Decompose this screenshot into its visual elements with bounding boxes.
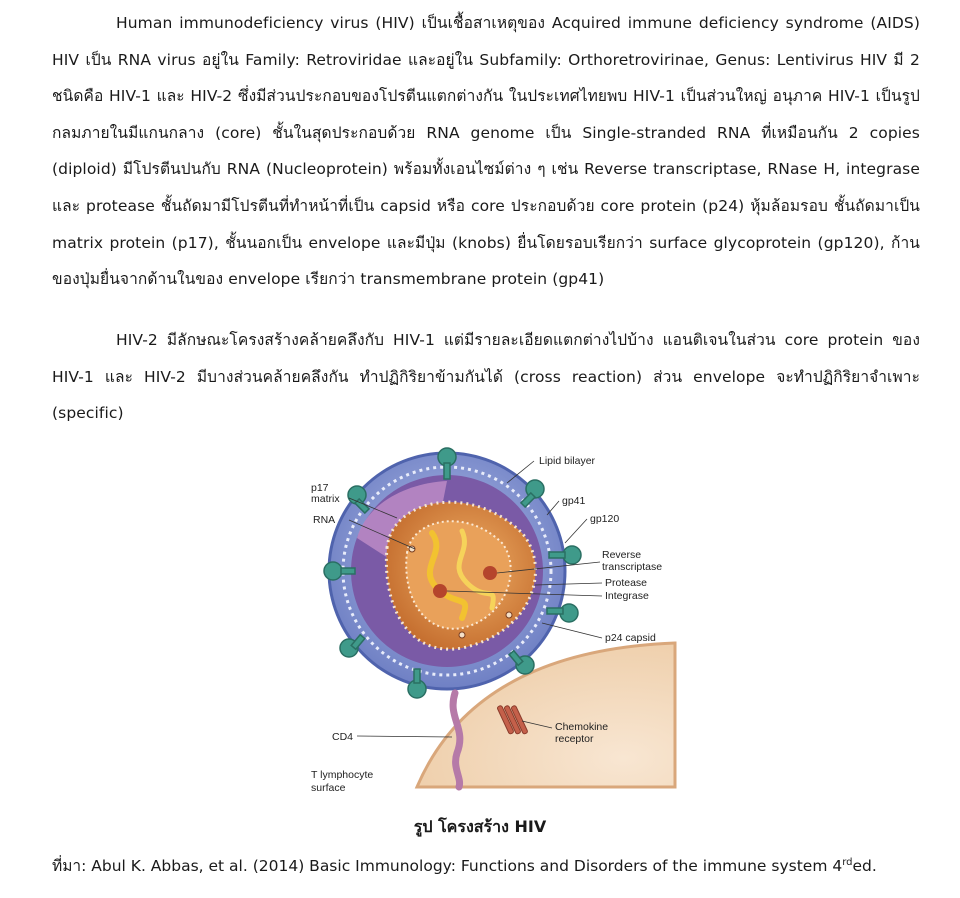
label-lipid-bilayer: Lipid bilayer <box>539 455 596 467</box>
label-t-cell-surface: surface <box>311 782 346 794</box>
label-receptor: receptor <box>555 733 594 745</box>
source-superscript: rd <box>842 857 853 868</box>
label-p17: p17 <box>311 482 329 494</box>
paragraph-hiv-structure <box>52 5 920 298</box>
label-p24-capsid: p24 capsid <box>605 632 656 644</box>
paragraph-hiv2 <box>52 322 920 432</box>
label-rna: RNA <box>313 514 336 526</box>
label-transcriptase: transcriptase <box>602 561 663 573</box>
label-gp120: gp120 <box>590 513 620 525</box>
reverse-transcriptase <box>483 566 497 580</box>
label-gp41: gp41 <box>562 495 586 507</box>
source-tail: ed. <box>852 857 877 876</box>
hiv-diagram <box>297 443 675 794</box>
hiv-structure-figure <box>297 443 675 794</box>
label-cd4: CD4 <box>332 731 354 743</box>
paragraph-2-text: HIV-2 มีลักษณะโครงสร้างคล้ายคลึงกับ HIV-1 แต่มีรายละเอียดแตกต่างไปบ้าง แอนติเจนในส่วน core protein ของ HIV-1 และ HIV-2 มีบางส่วนคล้ายคลึงกัน ทำปฏิกิริยาข้ามกันได้ (cross reaction) ส่วน envelope จะทำปฏิกิริยาจำเพาะ (specific) <box>52 331 920 423</box>
integrase <box>433 584 447 598</box>
label-chemokine: Chemokine <box>555 721 609 733</box>
paragraph-1-text: Human immunodeficiency virus (HIV) เป็นเชื้อสาเหตุของ Acquired immune deficiency syndrome (AIDS) HIV เป็น RNA virus อยู่ใน Family: Retroviridae และอยู่ใน Subfamily: Orthoretrovirinae, Genus: Lentivirus HIV มี 2 ชนิดคือ HIV-1 และ HIV-2 ซึ่งมีส่วนประกอบของโปรตีนแตกต่างกัน ในประเทศไทยพบ HIV-1 เป็นส่วนใหญ่ อนุภาค HIV-1 เป็นรูปกลมภายในมีแกนกลาง (core) ชั้นในสุดประกอบด้วย RNA genome เป็น Single-stranded RNA ที่เหมือนกัน 2 copies (diploid) มีโปรตีนปนกับ RNA (Nucleoprotein) พร้อมทั้งเอนไซม์ต่าง ๆ เช่น Reverse transcriptase, RNase H, integrase และ protease ชั้นถัดมามีโปรตีนที่ทำหน้าที่เป็น capsid หรือ core ประกอบด้วย core protein (p24) หุ้มล้อมรอบ ชั้นถัดมาเป็น matrix protein (p17), ชั้นนอกเป็น envelope และมีปุ่ม (knobs) ยื่นโดยรอบเรียกว่า surface glycoprotein (gp120), ก้านของปุ่มยื่นจากด้านในของ envelope เรียกว่า transmembrane protein (gp41) <box>52 14 920 289</box>
label-protease: Protease <box>605 577 648 589</box>
label-reverse: Reverse <box>602 549 642 561</box>
label-matrix: matrix <box>311 493 340 505</box>
figure-caption: รูป โครงสร้าง HIV <box>413 817 547 836</box>
label-t-lymphocyte: T lymphocyte <box>311 769 374 781</box>
label-integrase: Integrase <box>605 590 649 602</box>
source-text: ที่มา: Abul K. Abbas, et al. (2014) Basic Immunology: Functions and Disorders of the immune system 4 <box>52 857 843 876</box>
figure-source <box>52 848 932 881</box>
